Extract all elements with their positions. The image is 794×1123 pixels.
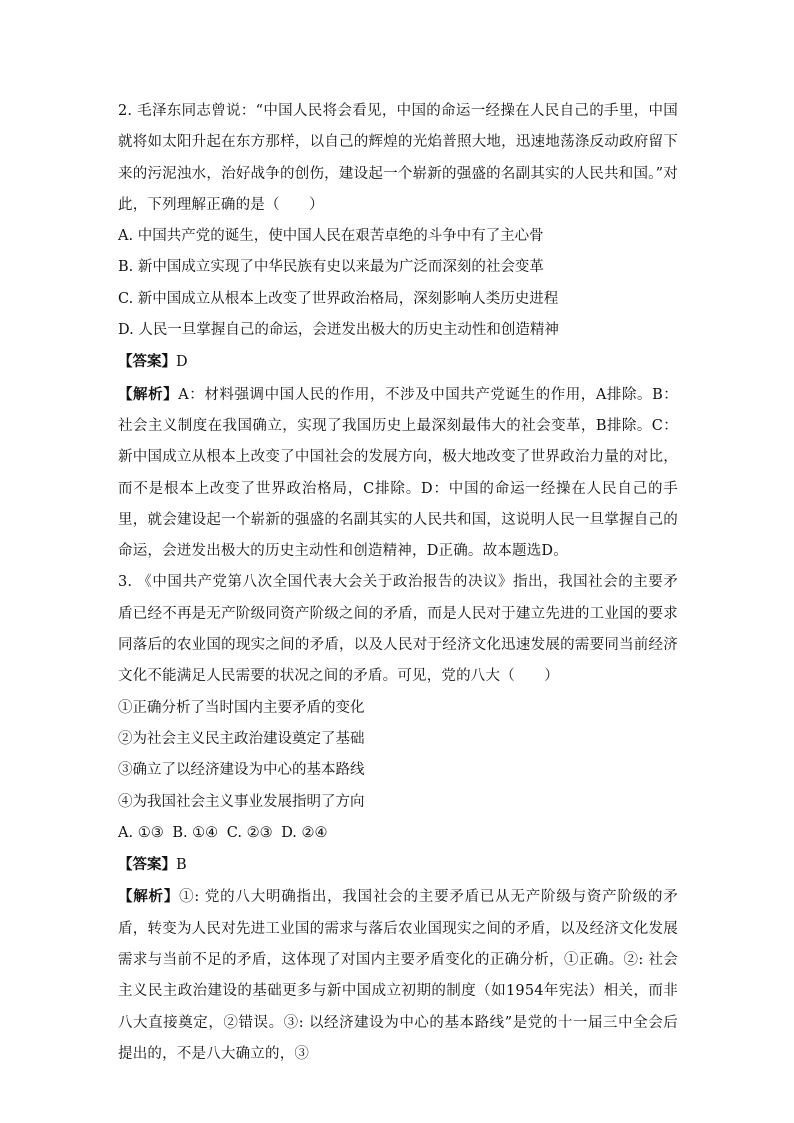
choice-a: A. ①③: [118, 824, 164, 841]
answer-label: 【答案】: [118, 856, 176, 874]
answer-label: 【答案】: [118, 353, 176, 371]
question-3-stem: 3. 《中国共产党第八次全国代表大会关于政治报告的决议》指出，我国社会的主要矛盾已经不再是无产阶级同资产阶级之间的矛盾，而是人民对于建立先进的工业国的要求同落后的农业国的现实之间的矛盾，以及人民对于经济文化迅速发展的需要同当前经济文化不能满足人民需要的状况之间的矛盾。可见，党的八大（ ）: [118, 574, 678, 685]
analysis-text: ①: 党的八大明确指出，我国社会的主要矛盾已从无产阶级与资产阶级的矛盾，转变为人民对先进工业国的需求与落后农业国现实之间的矛盾，以及经济文化发展需求与当前不足的矛盾，这体现了对国内主要矛盾变化的正确分析，①正确。②: 社会主义民主政治建设的基础更多与新中国成立初期的制度（如1954年宪法）相关，而非八大直接奠定，②错误。③: 以经济建设为中心的基本路线”是党的十一届三中全会后提出的，不是八大确立的，③: [118, 889, 678, 1062]
analysis-label: 【解析】: [118, 888, 180, 906]
analysis-label: 【解析】: [118, 385, 179, 403]
question-3-statement-1: ①正确分析了当时国内主要矛盾的变化: [118, 699, 365, 716]
choice-b: B. ①④: [172, 824, 219, 841]
question-2-option-b: B. 新中国成立实现了中华民族有史以来最为广泛而深刻的社会变革: [118, 259, 544, 276]
answer-value: B: [176, 857, 187, 874]
answer-value: D: [176, 354, 188, 371]
document-page: [118, 96, 678, 1070]
question-2-option-d: D. 人民一旦掌握自己的命运，会迸发出极大的历史主动性和创造精神: [118, 322, 559, 339]
question-2-option-c: C. 新中国成立从根本上改变了世界政治格局，深刻影响人类历史进程: [118, 290, 559, 307]
choice-c: C. ②③: [226, 824, 273, 841]
question-3-answer: [118, 849, 678, 881]
analysis-text: A：材料强调中国人民的作用，不涉及中国共产党诞生的作用，A排除。B：社会主义制度在我国确立，实现了我国历史上最深刻最伟大的社会变革，B排除。C：新中国成立从根本上改变了中国社会的发展方向，极大地改变了世界政治力量的对比，而不是根本上改变了世界政治格局，C排除。D：中国的命运一经操在人民自己的手里，就会建设起一个崭新的强盛的名副其实的人民共和国，这说明人民一旦掌握自己的命运，会迸发出极大的历史主动性和创造精神，D正确。故本题选D。: [118, 386, 678, 560]
question-3-statement-3: ③确立了以经济建设为中心的基本路线: [118, 762, 365, 779]
question-2-answer: [118, 346, 678, 378]
question-3-choices: [118, 818, 678, 849]
question-2-stem: 2. 毛泽东同志曾说：“中国人民将会看见，中国的命运一经操在人民自己的手里，中国就将如太阳升起在东方那样，以自己的辉煌的光焰普照大地，迅速地荡涤反动政府留下来的污泥浊水，治好战争的创伤，建设起一个崭新的强盛的名副其实的人民共和国。”对此，下列理解正确的是（ ）: [118, 103, 678, 213]
choice-d: D. ②④: [281, 824, 328, 841]
question-3-analysis: [118, 881, 678, 1070]
question-3-statement-2: ②为社会主义民主政治建设奠定了基础: [118, 730, 365, 747]
question-2-analysis: [118, 379, 678, 568]
question-3-statement-4: ④为我国社会主义事业发展指明了方向: [118, 793, 365, 810]
question-2-option-a: A. 中国共产党的诞生，使中国人民在艰苦卓绝的斗争中有了主心骨: [118, 228, 544, 245]
